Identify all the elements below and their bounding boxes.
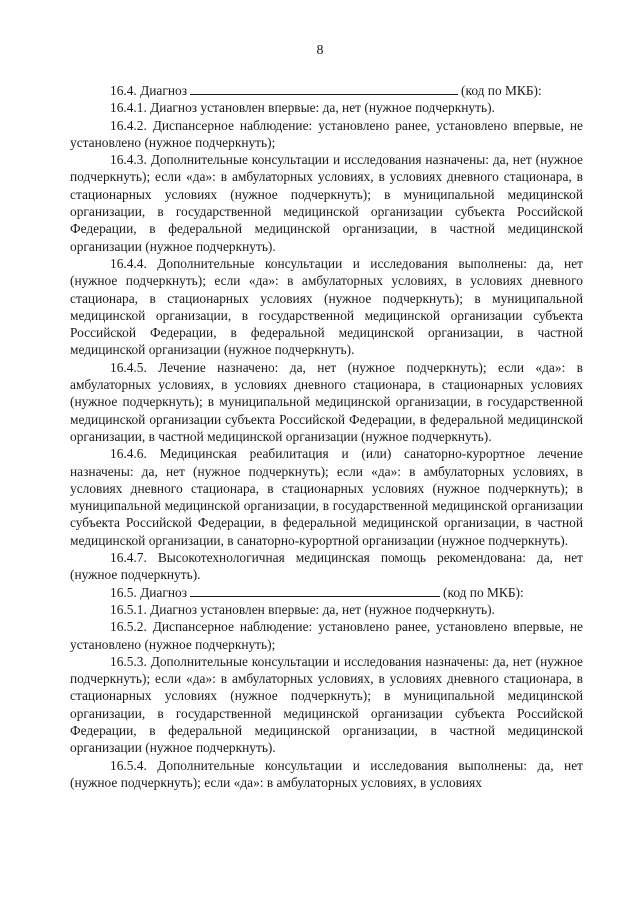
- paragraph-16-4-1: 16.4.1. Диагноз установлен впервые: да, нет (нужное подчеркнуть).: [110, 100, 495, 116]
- icd-code-label: (код по МКБ):: [443, 584, 524, 600]
- paragraph-16-4-6: 16.4.6. Медицинская реабилитация и (или) санаторно-курортное лечение назначены: да, нет (нужное подчеркнуть); если «да»: в амбулаторных условиях, в условиях дневного стационара, в стационарных условиях (нужное подчеркнуть); в муниципальной медицинской организации, в государственной медицинской организации субъекта Российской Федерации, в федеральной медицинской организации, в частной медицинской организации, в санаторно-курортной организации (нужное подчеркнуть).: [70, 446, 583, 548]
- paragraph-16-4-7: 16.4.7. Высокотехнологичная медицинская помощь рекомендована: да, нет (нужное подчеркнуть).: [70, 550, 583, 583]
- paragraph-16-5-4: 16.5.4. Дополнительные консультации и исследования выполнены: да, нет (нужное подчеркнуть); если «да»: в амбулаторных условиях, в условиях: [70, 757, 583, 790]
- diagnosis-label: 16.4. Диагноз: [110, 83, 188, 98]
- icd-code-label: (код по МКБ):: [461, 83, 542, 98]
- diagnosis-label: 16.5. Диагноз: [110, 584, 188, 600]
- document-body: [70, 82, 583, 791]
- paragraph-16-5-3: 16.5.3. Дополнительные консультации и исследования назначены: да, нет (нужное подчеркнуть); если «да»: в амбулаторных условиях, в условиях дневного стационара, в стационарных условиях (нужное подчеркнуть); в муниципальной медицинской организации, в государственной медицинской организации субъекта Российской Федерации, в федеральной медицинской организации, в частной медицинской организации (нужное подчеркнуть).: [70, 653, 583, 756]
- paragraph-16-4-5: 16.4.5. Лечение назначено: да, нет (нужное подчеркнуть); если «да»: в амбулаторных условиях, в условиях дневного стационара, в стационарных условиях (нужное подчеркнуть); в муниципальной медицинской организации, в государственной медицинской организации субъекта Российской Федерации, в федеральной медицинской организации, в частной медицинской организации (нужное подчеркнуть).: [70, 359, 583, 444]
- page-number: 8: [316, 43, 324, 58]
- paragraph-16-4-2: 16.4.2. Диспансерное наблюдение: установлено ранее, установлено впервые, не установлено (нужное подчеркнуть);: [70, 117, 583, 150]
- diagnosis-line-16-4: [70, 82, 583, 99]
- diagnosis-blank-field[interactable]: [190, 82, 458, 95]
- paragraph-16-4-4: 16.4.4. Дополнительные консультации и исследования выполнены: да, нет (нужное подчеркнуть); если «да»: в амбулаторных условиях, в условиях дневного стационара, в стационарных условиях (нужное подчеркнуть); в муниципальной медицинской организации, в государственной медицинской организации субъекта Российской Федерации, в федеральной медицинской организации, в частной медицинской организации (нужное подчеркнуть).: [70, 255, 583, 358]
- diagnosis-blank-field[interactable]: [190, 584, 440, 597]
- paragraph-16-5-1: 16.5.1. Диагноз установлен впервые: да, нет (нужное подчеркнуть).: [110, 601, 495, 617]
- paragraph-16-4-3: 16.4.3. Дополнительные консультации и исследования назначены: да, нет (нужное подчеркнуть); если «да»: в амбулаторных условиях, в условиях дневного стационара, в стационарных условиях (нужное подчеркнуть); в муниципальной медицинской организации, в государственной медицинской организации субъекта Российской Федерации, в федеральной медицинской организации, в частной медицинской организации (нужное подчеркнуть).: [70, 152, 583, 254]
- diagnosis-line-16-5: [70, 584, 583, 601]
- paragraph-16-5-2: 16.5.2. Диспансерное наблюдение: установлено ранее, установлено впервые, не установлено (нужное подчеркнуть);: [70, 619, 583, 652]
